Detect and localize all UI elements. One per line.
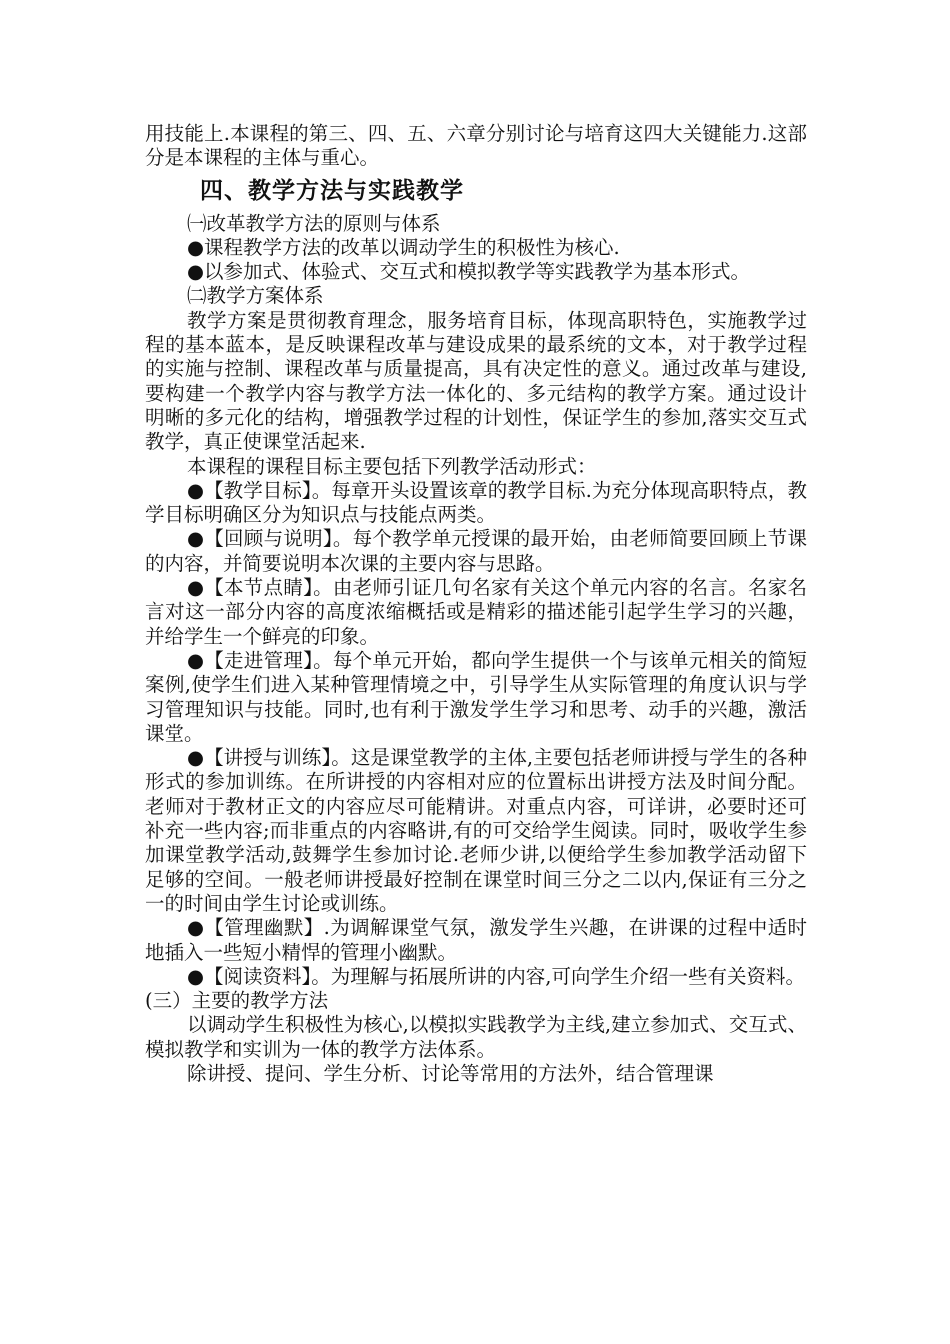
document-page (145, 122, 807, 1086)
body-paragraph: ㈡教学方案体系 (187, 284, 324, 308)
body-paragraph: ●【管理幽默】.为调解课堂气氛，激发学生兴趣，在讲课的过程中适时地插入一些短小精悍的管理小幽默。 (145, 916, 807, 964)
body-paragraph: ●课程教学方法的改革以调动学生的积极性为核心. (187, 235, 620, 259)
body-paragraph: 本课程的课程目标主要包括下列教学活动形式： (187, 454, 597, 478)
body-paragraph: ●【教学目标】。每章开头设置该章的教学目标.为充分体现高职特点，教学目标明确区分为知识点与技能点两类。 (145, 478, 807, 527)
body-paragraph: ●【讲授与训练】。这是课堂教学的主体,主要包括老师讲授与学生的各种形式的参加训练。在所讲授的内容相对应的位置标出讲授方法及时间分配。老师对于教材正文的内容应尽可能精讲。对重点内容，可详讲，必要时还可补充一些内容;而非重点的内容略讲,有的可交给学生阅读。同时，吸收学生参加课堂教学活动,鼓舞学生参加讨论.老师少讲,以便给学生参加教学活动留下足够的空间。一般老师讲授最好控制在课堂时间三分之二以内,保证有三分之一的时间由学生讨论或训练。 (145, 746, 807, 915)
body-paragraph: 以调动学生积极性为核心,以模拟实践教学为主线,建立参加式、交互式、模拟教学和实训为一体的教学方法体系。 (145, 1013, 807, 1061)
body-paragraph: ●以参加式、体验式、交互式和模拟教学等实践教学为基本形式。 (187, 260, 751, 284)
body-paragraph: 教学方案是贯彻教育理念，服务培育目标，体现高职特色，实施教学过程的基本蓝本，是反映课程改革与建设成果的最系统的文本，对于教学过程的实施与控制、课程改革与质量提高，具有决定性的意义。通过改革与建设,要构建一个教学内容与教学方法一体化的、多元结构的教学方案。通过设计明晰的多元化的结构，增强教学过程的计划性，保证学生的参加,落实交互式教学，真正使课堂活起来. (145, 308, 807, 454)
body-paragraph: ●【本节点睛】。由老师引证几句名家有关这个单元内容的名言。名家名言对这一部分内容的高度浓缩概括或是精彩的描述能引起学生学习的兴趣，并给学生一个鲜亮的印象。 (145, 576, 807, 648)
body-paragraph: (三）主要的教学方法 (145, 989, 329, 1013)
body-paragraph: 除讲授、提问、学生分析、讨论等常用的方法外，结合管理课 (187, 1061, 714, 1085)
body-paragraph: ●【走进管理】。每个单元开始，都向学生提供一个与该单元相关的简短案例,使学生们进入某种管理情境之中，引导学生从实际管理的角度认识与学习管理知识与技能。同时,也有利于激发学生学习和思考、动手的兴趣，激活课堂。 (145, 648, 807, 745)
section-heading: 四、教学方法与实践教学 (200, 177, 464, 204)
body-paragraph: ㈠改革教学方法的原则与体系 (187, 211, 441, 235)
body-paragraph: ●【回顾与说明】。每个教学单元授课的最开始，由老师简要回顾上节课的内容，并简要说明本次课的主要内容与思路。 (145, 527, 807, 575)
body-paragraph: 用技能上.本课程的第三、四、五、六章分别讨论与培育这四大关键能力.这部分是本课程的主体与重心。 (145, 122, 807, 170)
body-paragraph: ●【阅读资料】。为理解与拓展所讲的内容,可向学生介绍一些有关资料。 (187, 964, 805, 988)
